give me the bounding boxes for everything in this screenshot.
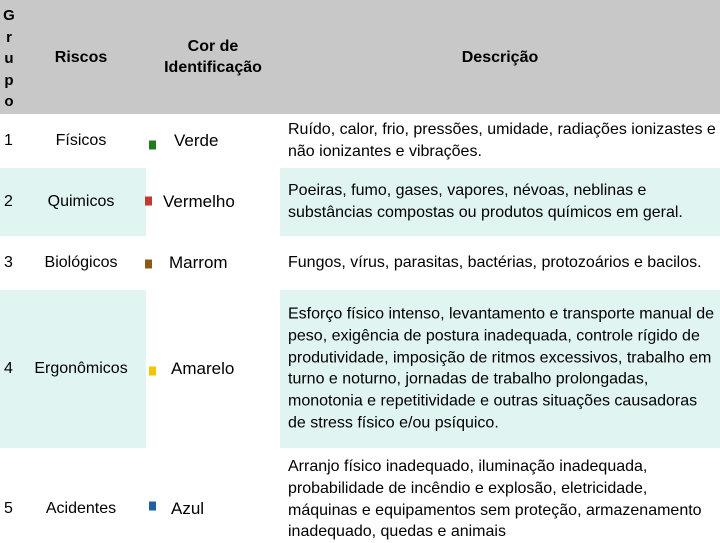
row-risco: Biológicos [44, 254, 118, 271]
row-descricao: Esforço físico intenso, levantamento e transporte manual de peso, exigência de postura inadequada, controle rígido de produtividade, imposição de ritmos excessivos, trabalho em turno e noturno, jornadas de trabalho prolongadas, monotonia e repetitividade e outras situações causadoras de stress físico e/ou psíquico. [288, 305, 715, 432]
row-descricao: Poeiras, fumo, gases, vapores, névoas, neblinas e substâncias compostas ou produtos químicos em geral. [288, 182, 683, 221]
row-descricao: Ruído, calor, frio, pressões, umidade, radiações ionizastes e não ionizantes e vibrações. [288, 121, 716, 160]
header-cor: Cor de Identificação [164, 38, 262, 76]
row-grupo: 4 [4, 360, 13, 377]
header-grupo: Grupo [3, 7, 15, 110]
header-descricao: Descrição [461, 49, 539, 66]
row-grupo: 2 [4, 193, 13, 210]
row-grupo: 3 [4, 254, 13, 271]
color-swatch-blue [149, 501, 156, 510]
row-descricao: Fungos, vírus, parasitas, bactérias, protozoários e bacilos. [288, 254, 702, 272]
table-row [0, 168, 720, 236]
table-row [0, 448, 720, 540]
row-grupo: 5 [4, 499, 13, 517]
row-cor: Vermelho [163, 192, 235, 211]
table-row [0, 290, 720, 448]
row-risco: Físicos [55, 132, 107, 149]
row-risco: Ergonômicos [34, 360, 128, 377]
row-risco: Quimicos [47, 193, 115, 210]
row-risco: Acidentes [45, 499, 117, 517]
table-row [0, 114, 720, 168]
row-cor: Amarelo [171, 359, 235, 378]
row-cor: Marrom [169, 253, 228, 272]
table-header [0, 0, 720, 114]
row-cor: Azul [171, 498, 205, 518]
color-swatch-red [145, 196, 152, 205]
header-riscos: Riscos [54, 49, 108, 66]
color-swatch-brown [145, 260, 152, 269]
table-row [0, 236, 720, 290]
color-swatch-green [149, 141, 156, 150]
color-swatch-yellow [149, 366, 156, 375]
row-descricao: Arranjo físico inadequado, iluminação inadequada, probabilidade de incêndio e explosão, eletricidade, máquinas e equipamentos sem proteção, armazenamento inadequado, quedas e animais [288, 458, 702, 541]
row-grupo: 1 [4, 132, 13, 149]
row-cor: Verde [174, 131, 219, 150]
